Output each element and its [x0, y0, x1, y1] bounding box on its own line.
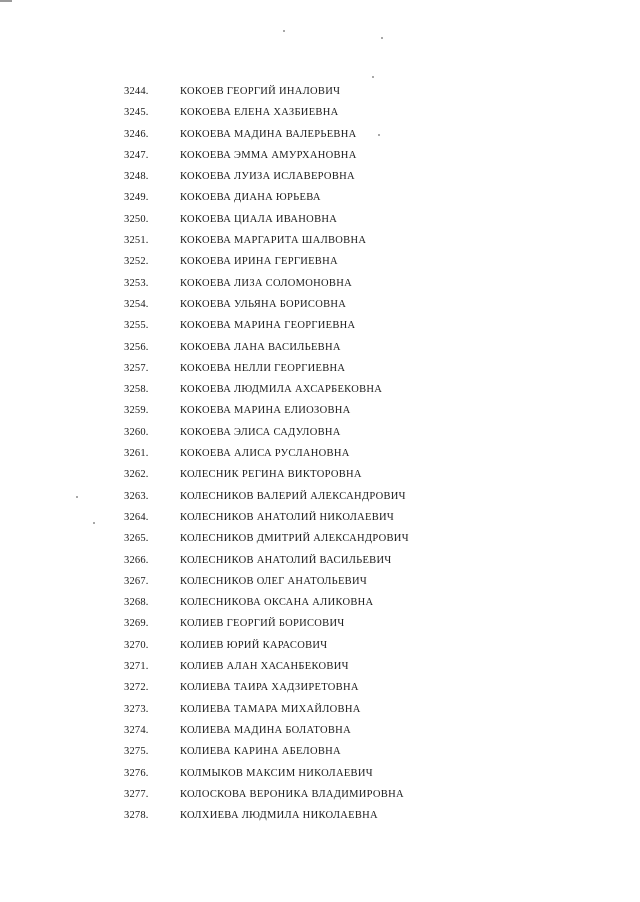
entry-name: КОКОЕВА НЕЛЛИ ГЕОРГИЕВНА: [180, 362, 346, 374]
entry-number: 3250.: [124, 213, 149, 225]
entry-number: 3247.: [124, 149, 149, 161]
entry-number: 3251.: [124, 235, 149, 247]
entry-name: КОЛИЕВА МАДИНА БОЛАТОВНА: [180, 724, 351, 736]
entry-name: КОКОЕВА ЕЛЕНА ХАЗБИЕВНА: [180, 107, 339, 119]
entry-number: 3265.: [124, 533, 149, 545]
entry-number: 3263.: [124, 490, 149, 502]
list-item: [0, 337, 640, 358]
entry-name: КОЛИЕВ ЮРИЙ КАРАСОВИЧ: [180, 639, 328, 651]
entry-number: 3267.: [124, 575, 149, 587]
list-item: [0, 635, 640, 656]
entry-name: КОЛИЕВА ТАМАРА МИХАЙЛОВНА: [180, 703, 361, 715]
list-item: [0, 784, 640, 805]
entry-name: КОЛХИЕВА ЛЮДМИЛА НИКОЛАЕВНА: [180, 810, 378, 822]
entry-name: КОЛЕСНИКОВА ОКСАНА АЛИКОВНА: [180, 597, 374, 609]
entry-name: КОЛИЕВ ГЕОРГИЙ БОРИСОВИЧ: [180, 618, 345, 630]
entry-number: 3245.: [124, 107, 149, 119]
entry-number: 3257.: [124, 362, 149, 374]
entry-name: КОЛЕСНИКОВ ВАЛЕРИЙ АЛЕКСАНДРОВИЧ: [180, 490, 406, 502]
entry-name: КОЛИЕВ АЛАН ХАСАНБЕКОВИЧ: [180, 661, 349, 673]
entry-name: КОКОЕВА ЛИЗА СОЛОМОНОВНА: [180, 277, 353, 289]
list-item: [0, 294, 640, 315]
list-item: [0, 187, 640, 208]
list-item: [0, 379, 640, 400]
list-item: [0, 273, 640, 294]
entry-name: КОЛЕСНИК РЕГИНА ВИКТОРОВНА: [180, 469, 362, 481]
entry-number: 3272.: [124, 682, 149, 694]
entry-name: КОКОЕВА МАРИНА ЕЛИОЗОВНА: [180, 405, 351, 417]
entry-number: 3278.: [124, 810, 149, 822]
scan-speck: [381, 37, 383, 39]
list-item: [0, 400, 640, 421]
entry-number: 3277.: [124, 788, 149, 800]
entry-number: 3254.: [124, 298, 149, 310]
entry-number: 3275.: [124, 746, 149, 758]
list-item: [0, 124, 640, 145]
entry-name: КОКОЕВА ДИАНА ЮРЬЕВА: [180, 192, 321, 204]
list-item: [0, 464, 640, 485]
entry-name: КОКОЕВА ЦИАЛА ИВАНОВНА: [180, 213, 338, 225]
entry-name: КОКОЕВА УЛЬЯНА БОРИСОВНА: [180, 298, 347, 310]
entry-name: КОЛЕСНИКОВ АНАТОЛИЙ ВАСИЛЬЕВИЧ: [180, 554, 392, 566]
list-item: [0, 741, 640, 762]
entry-name: КОЛЕСНИКОВ АНАТОЛИЙ НИКОЛАЕВИЧ: [180, 511, 395, 523]
list-item: [0, 422, 640, 443]
list-item: [0, 613, 640, 634]
entry-name: КОКОЕВА ЭММА АМУРХАНОВНА: [180, 149, 357, 161]
scan-speck: [372, 76, 374, 78]
entry-number: 3244.: [124, 86, 149, 97]
entry-number: 3260.: [124, 426, 149, 438]
entry-number: 3256.: [124, 341, 149, 353]
entry-name: КОКОЕВА АЛИСА РУСЛАНОВНА: [180, 448, 350, 460]
list-item: [0, 699, 640, 720]
entry-name: КОКОЕВА ЛЮДМИЛА АХСАРБЕКОВНА: [180, 384, 383, 396]
entry-number: 3253.: [124, 277, 149, 289]
entry-number: 3264.: [124, 511, 149, 523]
list-item: [0, 720, 640, 741]
entry-name: КОКОЕВА ЭЛИСА САДУЛОВНА: [180, 426, 341, 438]
entry-number: 3258.: [124, 384, 149, 396]
list-item: [0, 358, 640, 379]
list-item: [0, 528, 640, 549]
entry-name: КОЛМЫКОВ МАКСИМ НИКОЛАЕВИЧ: [180, 767, 373, 779]
entry-number: 3259.: [124, 405, 149, 417]
entry-name: КОКОЕВ ГЕОРГИЙ ИНАЛОВИЧ: [180, 86, 341, 97]
list-item: [0, 805, 640, 826]
entry-number: 3276.: [124, 767, 149, 779]
entry-name: КОКОЕВА МАДИНА ВАЛЕРЬЕВНА: [180, 128, 357, 140]
entry-name: КОКОЕВА ИРИНА ГЕРГИЕВНА: [180, 256, 338, 268]
list-item: [0, 571, 640, 592]
entry-name: КОКОЕВА ЛУИЗА ИСЛАВЕРОВНА: [180, 171, 355, 183]
entry-name: КОКОЕВА МАРИНА ГЕОРГИЕВНА: [180, 320, 356, 332]
entry-number: 3248.: [124, 171, 149, 183]
entry-name: КОЛЕСНИКОВ ОЛЕГ АНАТОЛЬЕВИЧ: [180, 575, 367, 587]
entry-number: 3273.: [124, 703, 149, 715]
entry-number: 3262.: [124, 469, 149, 481]
entry-name: КОЛИЕВА ТАИРА ХАДЗИРЕТОВНА: [180, 682, 359, 694]
entry-number: 3269.: [124, 618, 149, 630]
entry-name: КОКОЕВА МАРГАРИТА ШАЛВОВНА: [180, 235, 367, 247]
name-list: [0, 81, 640, 826]
entry-number: 3274.: [124, 724, 149, 736]
list-item: [0, 592, 640, 613]
list-item: [0, 486, 640, 507]
list-item: [0, 166, 640, 187]
entry-number: 3246.: [124, 128, 149, 140]
entry-number: 3261.: [124, 448, 149, 460]
entry-name: КОЛЕСНИКОВ ДМИТРИЙ АЛЕКСАНДРОВИЧ: [180, 533, 409, 545]
list-item: [0, 507, 640, 528]
scan-speck: [283, 30, 285, 32]
list-item: [0, 209, 640, 230]
entry-name: КОЛИЕВА КАРИНА АБЕЛОВНА: [180, 746, 341, 758]
list-item: [0, 656, 640, 677]
entry-number: 3268.: [124, 597, 149, 609]
entry-number: 3255.: [124, 320, 149, 332]
entry-name: КОКОЕВА ЛАНА ВАСИЛЬЕВНА: [180, 341, 341, 353]
entry-number: 3266.: [124, 554, 149, 566]
entry-name: КОЛОСКОВА ВЕРОНИКА ВЛАДИМИРОВНА: [180, 788, 404, 800]
list-item: [0, 102, 640, 123]
list-item: [0, 251, 640, 272]
entry-number: 3270.: [124, 639, 149, 651]
entry-number: 3249.: [124, 192, 149, 204]
list-item: [0, 763, 640, 784]
list-item: [0, 145, 640, 166]
list-item: [0, 677, 640, 698]
entry-number: 3252.: [124, 256, 149, 268]
list-item: [0, 315, 640, 336]
list-item: [0, 81, 640, 102]
list-item: [0, 230, 640, 251]
list-item: [0, 443, 640, 464]
scan-artifact-mark: [0, 0, 12, 2]
list-item: [0, 550, 640, 571]
entry-number: 3271.: [124, 661, 149, 673]
